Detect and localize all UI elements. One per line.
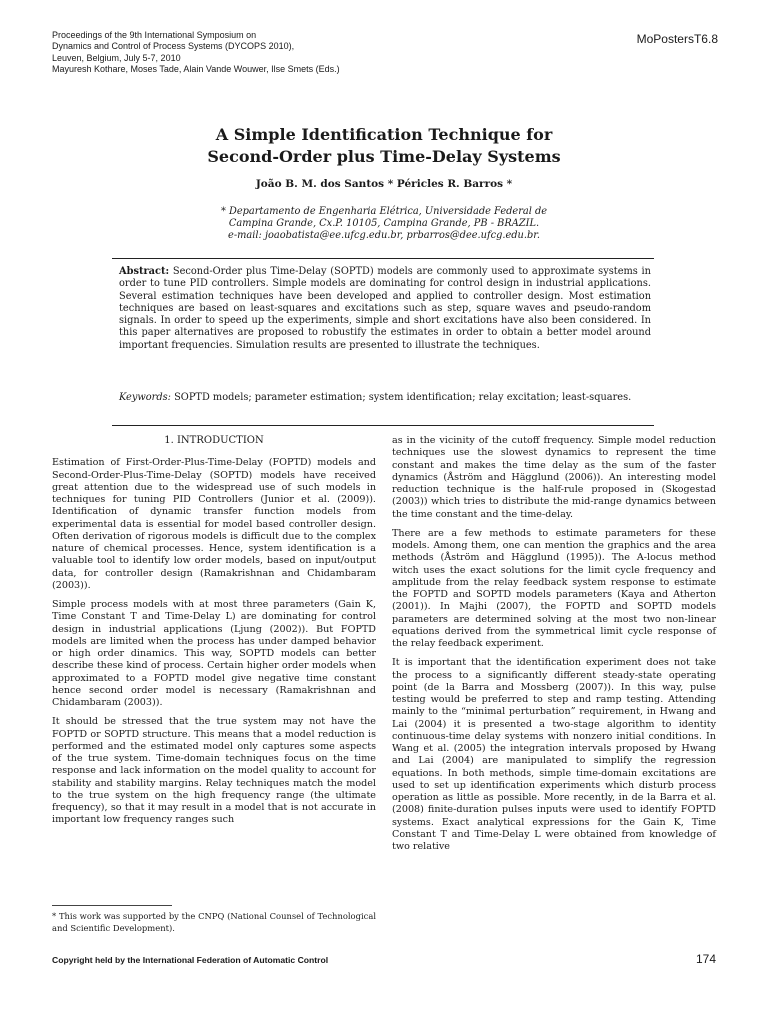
- affiliation-email: e-mail: joaobatista@ee.ufcg.edu.br, prbarros@dee.ufcg.edu.br.: [228, 230, 540, 242]
- footnote-divider: [52, 905, 172, 906]
- proceedings-line: Proceedings of the 9th International Symposium on: [52, 30, 257, 40]
- page-number: 174: [695, 952, 716, 966]
- left-column: [52, 435, 376, 834]
- paragraph: Estimation of First-Order-Plus-Time-Delay (FOPTD) models and Second-Order-Plus-Time-Delay (SOPTD) models have received great attention due to the widespread use of such models in techniques for tuning PID Controllers (Junior et al. (2009)). Identification of dynamic transfer function models from experimental data is essential for model based controller design. Often derivation of rigorous models is difficult due to the complex nature of chemical processes. Hence, system identification is a valuable tool to identify low order models, based on input/output data, for controller design (Ramakrishnan and Chidambaram (2003)).: [52, 457, 376, 591]
- keywords-text: SOPTD models; parameter estimation; system identification; relay excitation; least-squares.: [174, 392, 632, 403]
- session-code: MoPostersT6.8: [636, 32, 718, 46]
- proceedings-line: Dynamics and Control of Process Systems (DYCOPS 2010),: [52, 41, 295, 52]
- paragraph: There are a few methods to estimate parameters for these models. Among them, one can mention the graphics and the area methods (Åström and Hägglund (1995)). The A-locus method witch uses the exact solutions for the limit cycle frequency and amplitude from the relay feedback system response to estimate the FOPTD and SOPTD models parameters (Kaya and Atherton (2001)). In Majhi (2007), the FOPTD and SOPTD models parameters are determined solving at the most two non-linear equations derived from the symmetrical limit cycle response of the relay feedback experiment.: [392, 527, 716, 649]
- affiliation-line: * Departamento de Engenharia Elétrica, Universidade Federal de: [220, 206, 548, 217]
- affiliation: [0, 206, 768, 243]
- paragraph: It is important that the identification experiment does not take the process to a significantly different steady-state operating point (de la Barra and Mossberg (2007)). In this way, pulse testing would be preferred to step and ramp testing. Attending mainly to the “minimal perturbation” requirement, in Hwang and Lai (2004) it is presented a two-stage algorithm to identity continuous-time delay systems with nonzero initial conditions. In Wang et al. (2005) the integration intervals proposed by Hwang and Lai (2004) are manipulated to simplify the regression equations. In both methods, simple time-domain excitations are used to set up identification experiments which disturb process operation as little as possible. More recently, in de la Barra et al. (2008) finite-duration pulses inputs were used to identify FOPTD systems. Exact analytical expressions for the Gain K, Time Constant T and Time-Delay L were obtained from knowledge of two relative: [392, 657, 716, 852]
- paragraph: Simple process models with at most three parameters (Gain K, Time Constant T and Time-Delay L) are dominating for control design in industrial applications (Ljung (2002)). But FOPTD models are limited when the process has under damped behavior or high order dinamics. This way, SOPTD models can better describe these kind of process. Certain higher order models when approximated to a FOPTD model give negative time constant hence second order model is necessary (Ramakrishnan and Chidambaram (2003)).: [52, 599, 376, 708]
- footnote: * This work was supported by the CNPQ (National Counsel of Technological and Scientific Development).: [52, 911, 376, 933]
- proceedings-line: Leuven, Belgium, July 5-7, 2010: [52, 52, 181, 63]
- copyright-notice: Copyright held by the International Federation of Automatic Control: [52, 955, 329, 965]
- right-column: [392, 435, 716, 860]
- keywords-label: Keywords:: [119, 392, 171, 403]
- paper-title: [0, 124, 768, 168]
- title-line: Second-Order plus Time-Delay Systems: [207, 147, 561, 166]
- affiliation-line: Campina Grande, Cx.P. 10105, Campina Grande, PB - BRAZIL.: [228, 218, 540, 230]
- author-list: João B. M. dos Santos * Péricles R. Barros *: [255, 178, 513, 190]
- proceedings-line: Mayuresh Kothare, Moses Tade, Alain Vande Wouwer, Ilse Smets (Eds.): [52, 64, 340, 75]
- abstract-label: Abstract:: [119, 266, 170, 277]
- abstract-text: Second-Order plus Time-Delay (SOPTD) models are commonly used to approximate systems in order to tune PID controllers. Simple models are dominating for control design in industrial applications. Several estimation techniques have been developed and applied to controller design. Most estimation techniques are based on least-squares and excitations such as step, square waves and pseudo-random signals. In order to speed up the experiments, simple and short excitations have also been considered. In this paper alternatives are proposed to robustify the estimates in order to obtain a better model around important frequencies. Simulation results are presented to illustrate the techniques.: [119, 266, 651, 351]
- proceedings-header: [52, 30, 512, 76]
- keywords: [119, 392, 651, 404]
- paragraph: It should be stressed that the true system may not have the FOPTD or SOPTD structure. This means that a model reduction is performed and the estimated model only captures some aspects of the true system. Time-domain techniques focus on the time response and lack information on the model quality to account for stability and stability margins. Relay techniques match the model to the true system on the high frequency range (the ultimate frequency), so that it may result in a model that is not accurate in important low frequency ranges such: [52, 716, 376, 826]
- paragraph: as in the vicinity of the cutoff frequency. Simple model reduction techniques use the slowest dynamics to represent the time constant and makes the time delay as the sum of the faster dynamics (Åström and Hägglund (2006)). An interesting model reduction technique is the half-rule proposed in (Skogestad (2003)) which tries to distribute the mid-range dynamics between the time constant and the time-delay.: [392, 435, 716, 520]
- title-line: A Simple Identification Technique for: [215, 125, 553, 144]
- abstract: [119, 266, 651, 352]
- section-heading: 1. INTRODUCTION: [164, 435, 264, 446]
